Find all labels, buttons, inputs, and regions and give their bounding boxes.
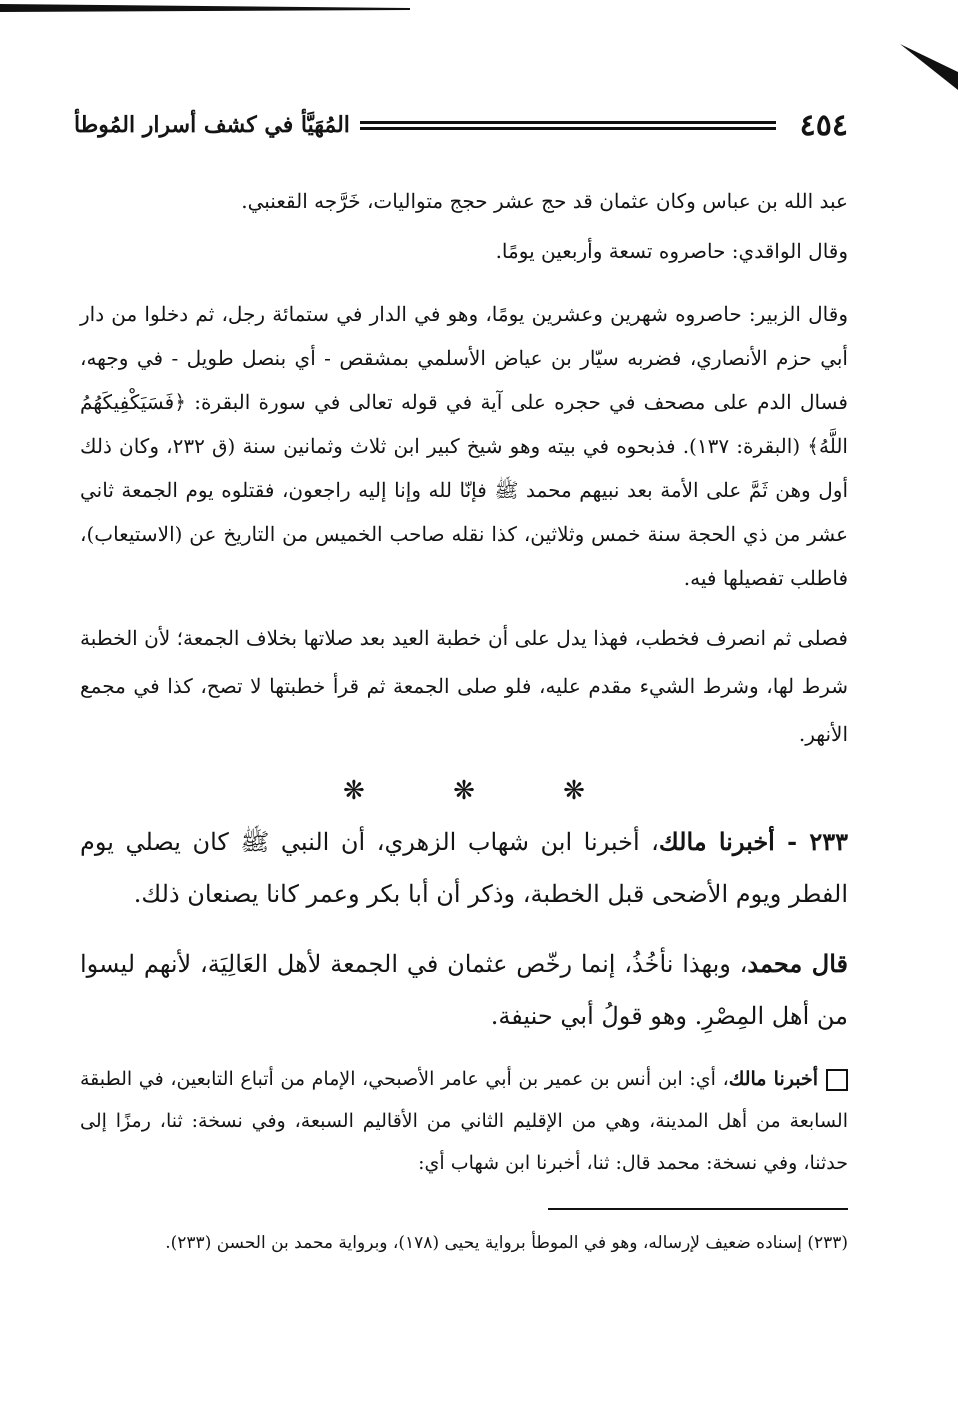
hadith-233-lead: ٢٣٣ - أخبرنا مالك — [658, 827, 849, 856]
body-text — [80, 178, 848, 1184]
footnote: (٢٣٣) إسناده ضعيف لإرساله، وهو في الموطأ برواية يحيى (١٧٨)، وبرواية محمد بن الحسن (٢٣٣). — [165, 1233, 848, 1253]
corner-scan-mark — [900, 44, 958, 90]
explanation-paragraph — [80, 1058, 848, 1184]
paragraph-2: وقال الواقدي: حاصروه تسعة وأربعين يومًا. — [495, 239, 848, 263]
explanation-text: ، أي: ابن أنس بن عمير بن أبي عامر الأصبحي، الإمام من أتباع التابعين، في الطبقة السابعة من أهل المدينة، وهي من الإقليم الثاني من الأقاليم السبعة، وفي نسخة: ثنا، رمزًا إلى حدثنا، وفي نسخة: محمد قال: ثنا، أخبرنا ابن شهاب أي: — [80, 1068, 848, 1174]
square-bullet-icon — [826, 1069, 848, 1091]
paragraph-3: وقال الزبير: حاصروه شهرين وعشرين يومًا، وهو في الدار في ستمائة رجل، ثم دخلوا من دار أبي حزم الأنصاري، فضربه سيّار بن عياض الأسلمي بمشقص - أي بنصل طويل - في وجهه، فسال الدم على مصحف في حجره على آية في قوله تعالى في سورة البقرة: ﴿فَسَيَكْفِيكَهُمُ اللَّهُ﴾ (البقرة: ١٣٧). فذبحوه في بيته وهو شيخ كبير ابن ثلاث وثمانين سنة (ق ٢٣٢، وكان ذلك أول وهن ثَمَّ على الأمة بعد نبيهم محمد ﷺ فإنّا لله وإنا إليه راجعون، فقتلوه يوم الجمعة ثاني عشر من ذي الحجة سنة خمس وثلاثين، كذا نقله صاحب الخميس من التاريخ عن (الاستيعاب)، فاطلب تفصيلها فيه. — [80, 302, 848, 590]
commentary-text: ، وبهذا نأخُذُ، إنما رخّص عثمان في الجمعة لأهل العَالِيَة، لأنهم ليسوا من أهل المِصْرِ. وهو قولُ أبي حنيفة. — [80, 950, 848, 1030]
section-separator: ❋ ❋ ❋ — [343, 776, 625, 806]
paragraph-1: عبد الله بن عباس وكان عثمان قد حج عشر حجج متواليات، خَرَّجه القعنبي. — [241, 189, 848, 213]
top-scan-edge — [0, 0, 410, 14]
footnote-rule — [548, 1208, 848, 1210]
explanation-lead: أخبرنا مالك — [728, 1068, 819, 1090]
commentary-lead: قال محمد — [747, 949, 848, 978]
commentary-muhammad — [80, 938, 848, 1042]
book-title: المُهَيَّأ في كشف أسرار المُوطأ — [74, 112, 350, 138]
page-number: ٤٥٤ — [799, 107, 848, 143]
page-header — [74, 98, 848, 152]
hadith-233 — [80, 816, 848, 920]
hadith-233-text: ، أخبرنا ابن شهاب الزهري، أن النبي ﷺ كان يصلي يوم الفطر ويوم الأضحى قبل الخطبة، وذكر أن أبا بكر وعمر كانا يصنعان ذلك. — [80, 828, 848, 908]
header-rule — [360, 121, 776, 130]
paragraph-4: فصلى ثم انصرف فخطب، فهذا يدل على أن خطبة العيد بعد صلاتها بخلاف الجمعة؛ لأن الخطبة شرط لها، وشرط الشيء مقدم عليه، فلو صلى الجمعة ثم قرأ خطبتها لا تصح، كذا في مجمع الأنهر. — [80, 626, 848, 746]
